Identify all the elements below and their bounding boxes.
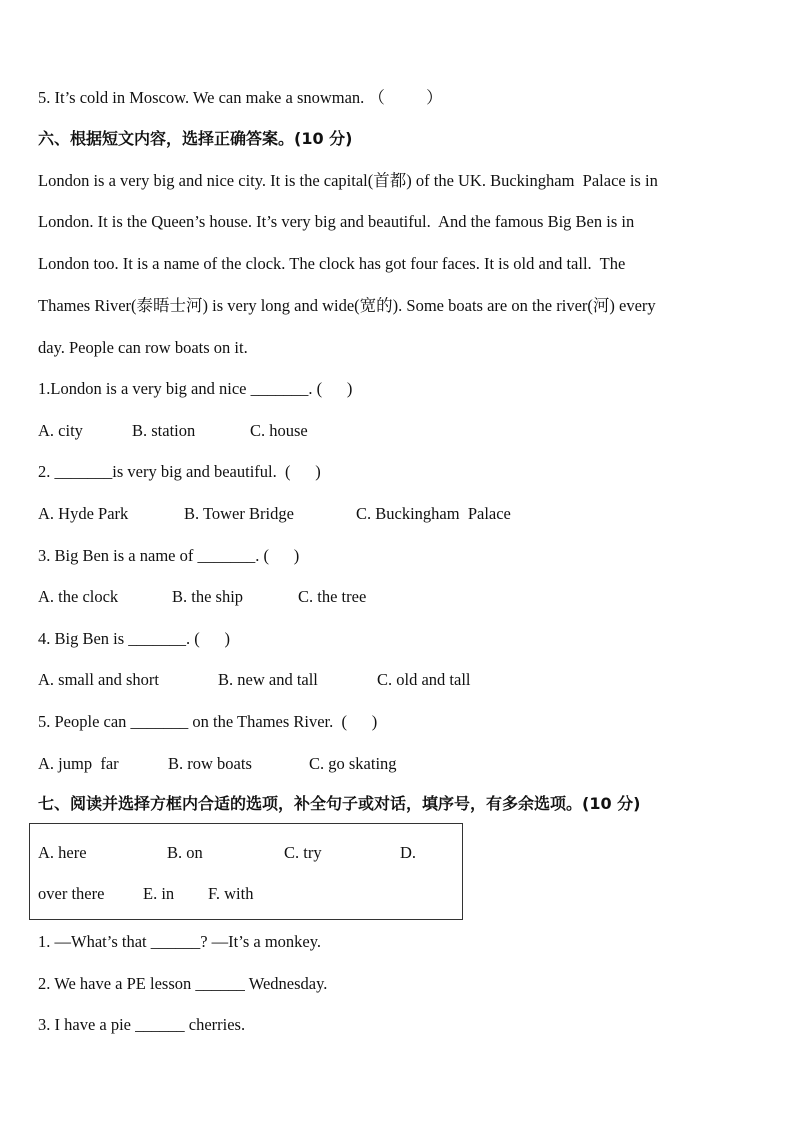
passage-line: Thames River(泰晤士河) is very long and wide(宽的). Some boats are on the river(河) every [38,296,656,315]
option-b[interactable]: B. row boats [168,754,252,773]
option-a[interactable]: A. small and short [38,670,159,689]
fill-question-3: 3. I have a pie ______ cherries. [38,1015,246,1034]
passage-line: London is a very big and nice city. It is the capital(首都) of the UK. Buckingham Palace is in [38,171,658,190]
fill-question-1: 1. —What’s that ______? —It’s a monkey. [38,932,322,951]
question-4: 4. Big Ben is _______. ( ) [38,629,231,648]
question-3: 3. Big Ben is a name of _______. ( ) [38,546,300,565]
question-2: 2. _______is very big and beautiful. ( ) [38,462,321,481]
word-box [29,823,463,920]
option-b[interactable]: B. the ship [172,587,244,606]
box-option-b: B. on [167,843,203,862]
option-c[interactable]: C. Buckingham Palace [356,504,511,523]
option-b[interactable]: B. station [132,421,196,440]
box-option-d-text: over there [38,884,105,903]
passage-line: London too. It is a name of the clock. The clock has got four faces. It is old and tall. The [38,254,626,273]
option-c[interactable]: C. go skating [309,754,397,773]
passage-line: London. It is the Queen’s house. It’s very big and beautiful. And the famous Big Ben is in [38,212,635,231]
box-option-c: C. try [284,843,322,862]
option-b[interactable]: B. new and tall [218,670,318,689]
option-a[interactable]: A. city [38,421,83,440]
option-c[interactable]: C. house [250,421,308,440]
question-1: 1.London is a very big and nice _______. ( ) [38,379,353,398]
option-a[interactable]: A. Hyde Park [38,504,129,523]
question-5: 5. People can _______ on the Thames River. ( ) [38,712,378,731]
passage-line: day. People can row boats on it. [38,338,248,357]
option-a[interactable]: A. jump far [38,754,119,773]
option-b[interactable]: B. Tower Bridge [184,504,294,523]
option-c[interactable]: C. the tree [298,587,367,606]
box-option-d: D. [400,843,417,862]
previous-question: 5. It’s cold in Moscow. We can make a snowman. （ ） [38,88,443,107]
box-option-e: E. in [143,884,175,903]
section6-heading: 六、根据短文内容，选择正确答案。(10 分) [38,129,353,148]
fill-question-2: 2. We have a PE lesson ______ Wednesday. [38,974,328,993]
option-c[interactable]: C. old and tall [377,670,471,689]
section7-heading: 七、阅读并选择方框内合适的选项，补全句子或对话，填序号，有多余选项。(10 分) [38,794,641,813]
box-option-f: F. with [208,884,254,903]
box-option-a: A. here [38,843,87,862]
option-a[interactable]: A. the clock [38,587,119,606]
